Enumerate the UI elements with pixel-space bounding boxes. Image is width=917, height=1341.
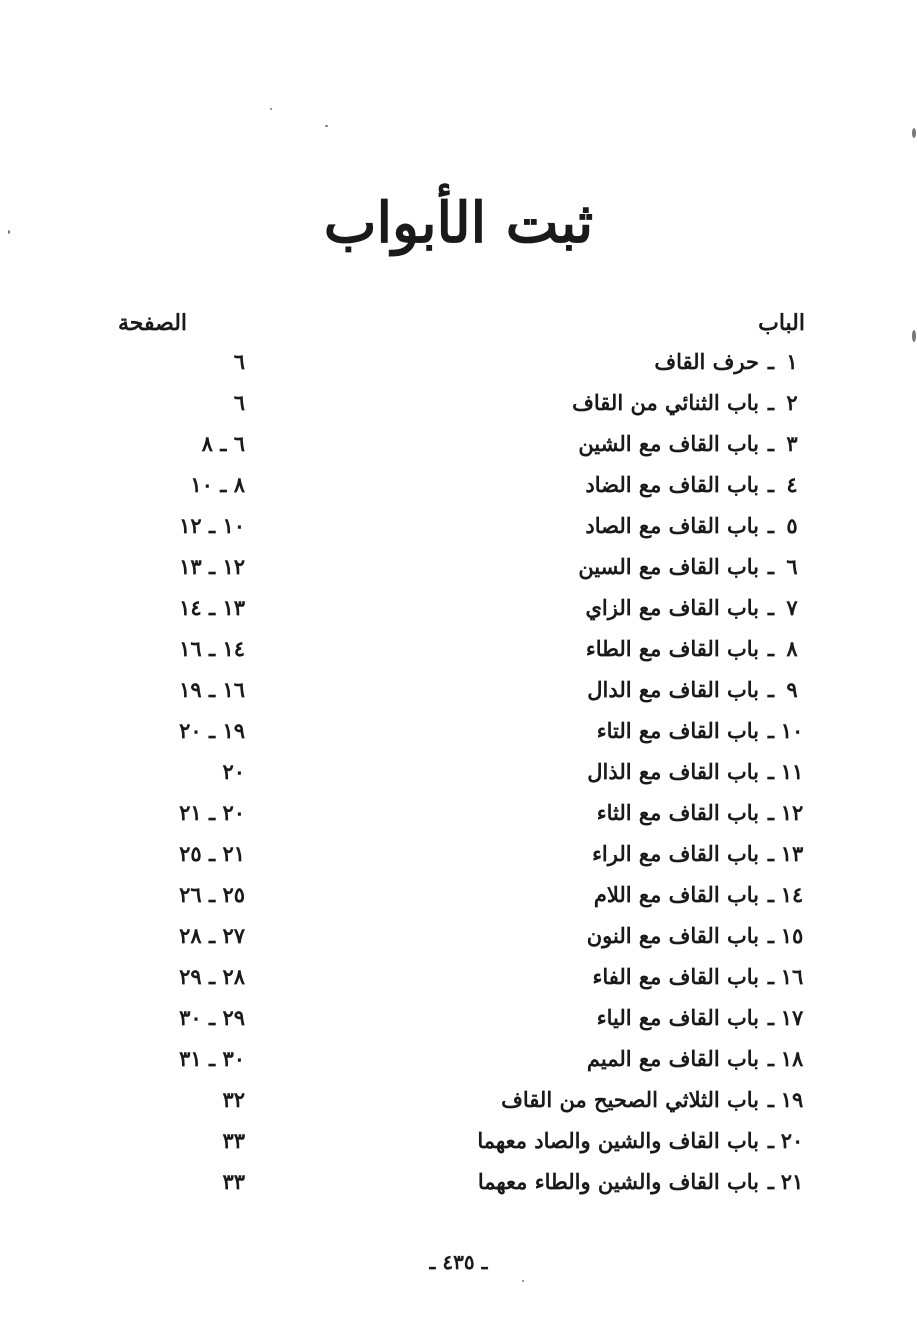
entry-pages: ٢٥ ـ ٢٦	[179, 882, 245, 907]
entry-pages: ٣٢	[222, 1087, 245, 1112]
entry-pages: ٢٠	[222, 759, 245, 784]
entry-number: ١	[786, 349, 798, 374]
entry-number: ١٤	[780, 882, 804, 907]
entry-pages: ١٠ ـ ١٢	[179, 513, 245, 538]
page-column-header: الصفحة	[118, 310, 188, 336]
entry-dash: ـ	[767, 800, 774, 825]
entry-pages: ١٩ ـ ٢٠	[179, 718, 245, 743]
page-number: ـ ٤٣٥ ـ	[429, 1250, 488, 1274]
scan-speck	[912, 330, 916, 342]
entry-pages: ٨ ـ ١٠	[190, 472, 245, 497]
toc-entry	[0, 386, 917, 426]
entry-dash: ـ	[767, 472, 774, 497]
entry-pages: ٣٣	[222, 1128, 245, 1153]
scan-speck	[522, 1280, 524, 1282]
toc-entry	[0, 550, 917, 590]
entry-number: ٩	[786, 677, 798, 702]
entry-label: باب القاف والشين والصاد معهما	[477, 1128, 759, 1153]
entry-number: ١٨	[780, 1046, 804, 1071]
entry-label: باب القاف مع الطاء	[585, 636, 759, 661]
entry-label: باب القاف مع اللام	[593, 882, 759, 907]
entry-dash: ـ	[767, 1046, 774, 1071]
entry-pages: ٣٣	[222, 1169, 245, 1194]
toc-entry	[0, 878, 917, 918]
entry-dash: ـ	[767, 1128, 774, 1153]
entry-label: باب القاف مع الدال	[587, 677, 759, 702]
entry-pages: ١٣ ـ ١٤	[179, 595, 245, 620]
entry-pages: ٦	[233, 390, 245, 415]
entry-dash: ـ	[767, 349, 774, 374]
entry-dash: ـ	[767, 636, 774, 661]
entry-label: حرف القاف	[654, 349, 759, 374]
toc-entry	[0, 1124, 917, 1164]
toc-entry	[0, 673, 917, 713]
entry-number: ١٦	[780, 964, 804, 989]
entry-label: باب الثنائي من القاف	[572, 390, 759, 415]
entry-pages: ١٤ ـ ١٦	[179, 636, 245, 661]
entry-pages: ١٢ ـ ١٣	[179, 554, 245, 579]
entry-label: باب القاف مع الفاء	[592, 964, 759, 989]
entry-number: ٣	[786, 431, 798, 456]
entry-pages: ٦ ـ ٨	[201, 431, 245, 456]
entry-label: باب القاف مع التاء	[596, 718, 759, 743]
entry-number: ٢	[786, 390, 798, 415]
entry-label: باب القاف مع الزاي	[585, 595, 759, 620]
entry-dash: ـ	[767, 882, 774, 907]
entry-label: باب القاف مع الياء	[596, 1005, 759, 1030]
entry-pages: ٢٩ ـ ٣٠	[179, 1005, 245, 1030]
entry-number: ٥	[786, 513, 798, 538]
entry-number: ٧	[786, 595, 798, 620]
entry-pages: ٢١ ـ ٢٥	[179, 841, 245, 866]
entry-dash: ـ	[767, 841, 774, 866]
toc-entry	[0, 509, 917, 549]
toc-entry	[0, 1083, 917, 1123]
toc-entry	[0, 1042, 917, 1082]
toc-entry	[0, 468, 917, 508]
entry-pages: ١٦ ـ ١٩	[179, 677, 245, 702]
entry-number: ١١	[780, 759, 804, 784]
toc-entry	[0, 960, 917, 1000]
entry-number: ٦	[786, 554, 798, 579]
scan-speck	[912, 128, 916, 138]
entry-dash: ـ	[767, 595, 774, 620]
entry-label: باب الثلاثي الصحيح من القاف	[501, 1087, 759, 1112]
entry-number: ١٣	[780, 841, 804, 866]
entry-dash: ـ	[767, 513, 774, 538]
toc-entry	[0, 919, 917, 959]
toc-entry	[0, 755, 917, 795]
entry-label: باب القاف مع السين	[578, 554, 759, 579]
entry-dash: ـ	[767, 923, 774, 948]
entry-number: ٢٠	[780, 1128, 804, 1153]
entry-label: باب القاف مع الراء	[592, 841, 759, 866]
entry-number: ٤	[786, 472, 798, 497]
toc-entry	[0, 1165, 917, 1205]
entry-pages: ٢٨ ـ ٢٩	[179, 964, 245, 989]
entry-pages: ٣٠ ـ ٣١	[179, 1046, 245, 1071]
toc-entry	[0, 427, 917, 467]
entry-number: ١٧	[780, 1005, 804, 1030]
scan-speck	[270, 108, 272, 110]
toc-entry	[0, 714, 917, 754]
scan-speck	[325, 125, 328, 127]
scan-speck	[8, 230, 10, 234]
toc-entry	[0, 796, 917, 836]
entry-dash: ـ	[767, 1169, 774, 1194]
entry-number: ١٩	[780, 1087, 804, 1112]
entry-dash: ـ	[767, 1087, 774, 1112]
toc-entry	[0, 345, 917, 385]
entry-label: باب القاف مع النون	[586, 923, 759, 948]
entry-number: ١٠	[780, 718, 804, 743]
entry-dash: ـ	[767, 964, 774, 989]
toc-entry	[0, 837, 917, 877]
entry-dash: ـ	[767, 431, 774, 456]
entry-label: باب القاف مع الضاد	[585, 472, 759, 497]
entry-dash: ـ	[767, 759, 774, 784]
entry-dash: ـ	[767, 718, 774, 743]
entry-label: باب القاف والشين والطاء معهما	[477, 1169, 759, 1194]
entry-number: ١٢	[780, 800, 804, 825]
toc-entry	[0, 591, 917, 631]
entry-dash: ـ	[767, 390, 774, 415]
entry-number: ٨	[786, 636, 798, 661]
entry-pages: ٢٠ ـ ٢١	[179, 800, 245, 825]
entry-dash: ـ	[767, 1005, 774, 1030]
entry-label: باب القاف مع الميم	[586, 1046, 759, 1071]
entry-label: باب القاف مع الذال	[587, 759, 759, 784]
entry-number: ٢١	[780, 1169, 804, 1194]
entry-label: باب القاف مع الشين	[578, 431, 759, 456]
entry-pages: ٢٧ ـ ٢٨	[179, 923, 245, 948]
entry-dash: ـ	[767, 554, 774, 579]
toc-entry	[0, 632, 917, 672]
entry-dash: ـ	[767, 677, 774, 702]
entry-label: باب القاف مع الثاء	[596, 800, 759, 825]
chapter-column-header: الباب	[758, 310, 805, 336]
entry-number: ١٥	[780, 923, 804, 948]
entry-label: باب القاف مع الصاد	[585, 513, 759, 538]
entry-pages: ٦	[233, 349, 245, 374]
page-title: ثبت الأبواب	[323, 190, 594, 256]
toc-entry	[0, 1001, 917, 1041]
